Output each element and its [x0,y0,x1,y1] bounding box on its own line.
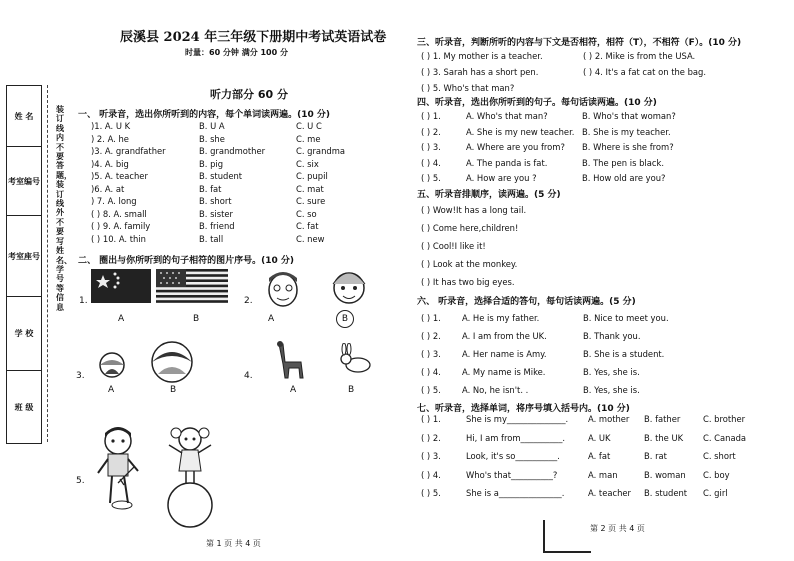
s1-q7-option-b: B. short [199,196,232,206]
rabbit-icon [336,343,374,375]
s1-q8-option-c: C. so [296,208,317,219]
s7-q2-option-c: C. Canada [703,432,747,443]
small-ball-icon [97,350,127,380]
s1-q10-option-b: B. tall [199,233,224,244]
s6-q5-option-b: B. Yes, she is. [583,385,640,395]
s7-q3-sentence: Look, it's so__________. [466,451,560,461]
s4-q5-option-a: A. How are you ? [466,173,537,183]
q2-option-b-circled: B [336,310,354,328]
listening-part-title: 听力部分 60 分 [210,88,288,101]
usa-flag-icon [156,269,228,303]
picture-q5-number: 5. [76,476,85,486]
s1-q9-option-b: B. friend [199,221,235,231]
big-ball-icon [150,340,194,384]
s7-q1-option-b: B. father [644,414,681,424]
s4-q3-option-b: B. Where is she from? [582,142,674,152]
s1-q4-option-a: )4. A. big [91,158,129,169]
section-2-heading: 二、 圈出与你所听到的句子相符的图片序号。(10 分) [78,256,295,266]
s6-q4-option-b: B. Yes, she is. [583,367,640,377]
s1-q9-option-c: C. fat [296,221,319,231]
s6-q1-number: ( ) 1. [421,313,441,323]
s6-q3-option-b: B. She is a student. [583,349,665,359]
q2-option-a: A [268,314,275,324]
s6-q1-option-b: B. Nice to meet you. [583,313,669,323]
seat-number-label: 考室座号 [8,250,40,261]
s6-q5-option-a: A. No, he isn't. . [462,385,529,395]
s7-q3-option-c: C. short [703,451,736,461]
s4-q2-option-a: A. She is my new teacher. [466,126,575,137]
s1-q2-option-b: B. she [199,133,225,144]
s7-q1-option-a: A. mother [588,414,630,424]
s1-q8-option-b: B. sister [199,208,234,219]
s7-q5-option-c: C. girl [703,488,728,498]
s6-q5-number: ( ) 5. [421,385,441,395]
s7-q2-number: ( ) 2. [421,432,441,443]
s7-q5-option-a: A. teacher [588,488,631,498]
picture-q1-number: 1. [79,296,88,306]
section-5-heading: 五、听录音排顺序，读两遍。(5 分) [417,190,561,200]
s7-q1-option-c: C. brother [703,414,746,424]
s1-q3-option-c: C. grandma [296,146,345,156]
section-4-heading: 四、听录音，选出你所听到的句子。每句话读两遍。(10 分) [417,98,657,108]
s6-q2-option-a: A. I am from the UK. [462,331,547,341]
s7-q2-option-b: B. the UK [644,432,684,443]
q5-handwritten-mark [116,465,136,490]
s3-q-right-1: ( ) 2. Mike is from the USA. [583,51,696,61]
q4-option-b: B [348,385,355,395]
s6-q2-number: ( ) 2. [421,331,441,341]
s1-q7-option-a: ) 7. A. long [91,196,137,206]
s4-q5-option-b: B. How old are you? [582,173,666,183]
s4-q3-number: ( ) 3. [421,142,441,152]
s4-q1-option-a: A. Who's that man? [466,111,548,121]
s4-q4-option-b: B. The pen is black. [582,157,664,168]
student-info-box [6,85,42,444]
s7-q4-option-c: C. boy [703,469,730,480]
q3-option-a: A [108,385,115,395]
s1-q9-option-a: ( ) 9. A. family [91,221,151,231]
s1-q6-option-b: B. fat [199,183,222,194]
picture-q3-number: 3. [76,371,85,381]
s7-q4-option-a: A. man [588,469,618,480]
s1-q4-option-b: B. pig [199,158,224,169]
page-1-footer: 第 1 页 共 4 页 [206,539,261,548]
binding-notice: 装订线内不要答题，装订线外不要写姓名、学号等信息 [56,105,72,312]
s1-q6-option-a: )6. A. at [91,183,125,194]
s5-item-3: ( ) Cool!I like it! [421,241,486,251]
s7-q4-number: ( ) 4. [421,469,441,480]
seat-number-cell [7,216,41,297]
s1-q8-option-a: ( ) 8. A. small [91,208,147,219]
s7-q2-sentence: Hi, I am from__________. [466,432,566,443]
s7-q3-option-b: B. rat [644,451,667,461]
s6-q4-number: ( ) 4. [421,367,441,377]
s6-q3-number: ( ) 3. [421,349,441,359]
s5-item-4: ( ) Look at the monkey. [421,259,518,269]
s5-item-2: ( ) Come here,children! [421,223,519,233]
s1-q5-option-a: )5. A. teacher [91,171,148,181]
s1-q5-option-b: B. student [199,171,243,181]
binding-line [47,85,48,442]
s4-q4-option-a: A. The panda is fat. [466,157,548,168]
page-2-footer: 第 2 页 共 4 页 [590,524,645,533]
s7-q4-sentence: Who's that__________? [466,469,558,480]
room-number-label: 考室编号 [8,175,40,186]
s7-q5-option-b: B. student [644,488,688,498]
s4-q1-number: ( ) 1. [421,111,441,121]
exam-subtitle: 时量：60 分钟 满分 100 分 [185,48,288,57]
s3-q-left-2: ( ) 3. Sarah has a short pen. [421,67,539,77]
s7-q1-number: ( ) 1. [421,414,441,424]
s4-q4-number: ( ) 4. [421,157,441,168]
giraffe-icon [271,340,311,380]
s7-q1-sentence: She is my______________. [466,414,569,424]
s4-q3-option-a: A. Where are you from? [466,142,565,152]
exam-title: 辰溪县 2024 年三年级下册期中考试英语试卷 [120,30,387,45]
s1-q3-option-a: )3. A. grandfather [91,146,166,156]
s1-q5-option-c: C. pupil [296,171,328,181]
s6-q1-option-a: A. He is my father. [462,313,540,323]
section-3-heading: 三、听录音，判断所听的内容与下文是否相符，相符（T），不相符（F）。(10 分) [417,38,742,48]
section-1-heading: 一、 听录音，选出你所听到的内容，每个单词读两遍。(10 分) [78,110,331,120]
s3-q-right-2: ( ) 4. It's a fat cat on the bag. [583,67,707,77]
s4-q2-option-b: B. She is my teacher. [582,126,671,137]
grandfather-face-icon [263,268,303,308]
s1-q7-option-c: C. sure [296,196,326,206]
s1-q10-option-a: ( ) 10. A. thin [91,233,146,244]
name-cell [7,86,41,147]
s1-q4-option-c: C. six [296,158,319,169]
name-label: 姓 名 [14,110,34,121]
s5-item-1: ( ) Wow!It has a long tail. [421,205,527,215]
s6-q4-option-a: A. My name is Mike. [462,367,546,377]
s1-q10-option-c: C. new [296,233,325,244]
s5-item-5: ( ) It has two big eyes. [421,277,515,287]
class-label: 班 级 [14,401,34,412]
q4-option-a: A [290,385,297,395]
school-cell [7,297,41,371]
grandmother-face-icon [327,266,371,306]
s1-q2-option-c: C. me [296,133,321,144]
s1-q2-option-a: ) 2. A. he [91,133,129,144]
q1-option-a: A [118,314,125,324]
s1-q1-option-a: )1. A. U K [91,121,131,131]
s1-q3-option-b: B. grandmother [199,146,266,156]
s7-q3-number: ( ) 3. [421,451,441,461]
s1-q6-option-c: C. mat [296,183,324,194]
school-label: 学 校 [14,328,34,338]
room-number-cell [7,147,41,216]
s1-q1-option-b: B. U A [199,121,225,131]
s7-q3-option-a: A. fat [588,451,611,461]
s6-q2-option-b: B. Thank you. [583,331,641,341]
q1-option-b: B [193,314,200,324]
s4-q5-number: ( ) 5. [421,173,441,183]
section-7-heading: 七、听录音，选择单词，将序号填入括号内。(10 分) [417,404,630,414]
s1-q1-option-c: C. U C [296,121,322,131]
s4-q2-number: ( ) 2. [421,126,441,137]
q3-option-b: B [170,385,177,395]
section-6-heading: 六、 听录音，选择合适的答句，每句话读两遍。(5 分) [417,297,636,307]
page-2-corner-mark [543,520,545,552]
s6-q3-option-a: A. Her name is Amy. [462,349,547,359]
s3-q-left-1: ( ) 1. My mother is a teacher. [421,51,543,61]
s7-q5-number: ( ) 5. [421,488,441,498]
picture-q2-number: 2. [244,296,253,306]
s7-q4-option-b: B. woman [644,469,686,480]
page-2-corner-mark-bottom [543,551,591,553]
s4-q1-option-b: B. Who's that woman? [582,111,676,121]
girl-on-ball-icon [165,423,215,533]
s7-q5-sentence: She is a_______________. [466,488,565,498]
s3-q-left-3: ( ) 5. Who's that man? [421,83,515,93]
s7-q2-option-a: A. UK [588,432,611,443]
china-flag-icon [91,269,151,303]
class-cell [7,371,41,443]
picture-q4-number: 4. [244,371,253,381]
